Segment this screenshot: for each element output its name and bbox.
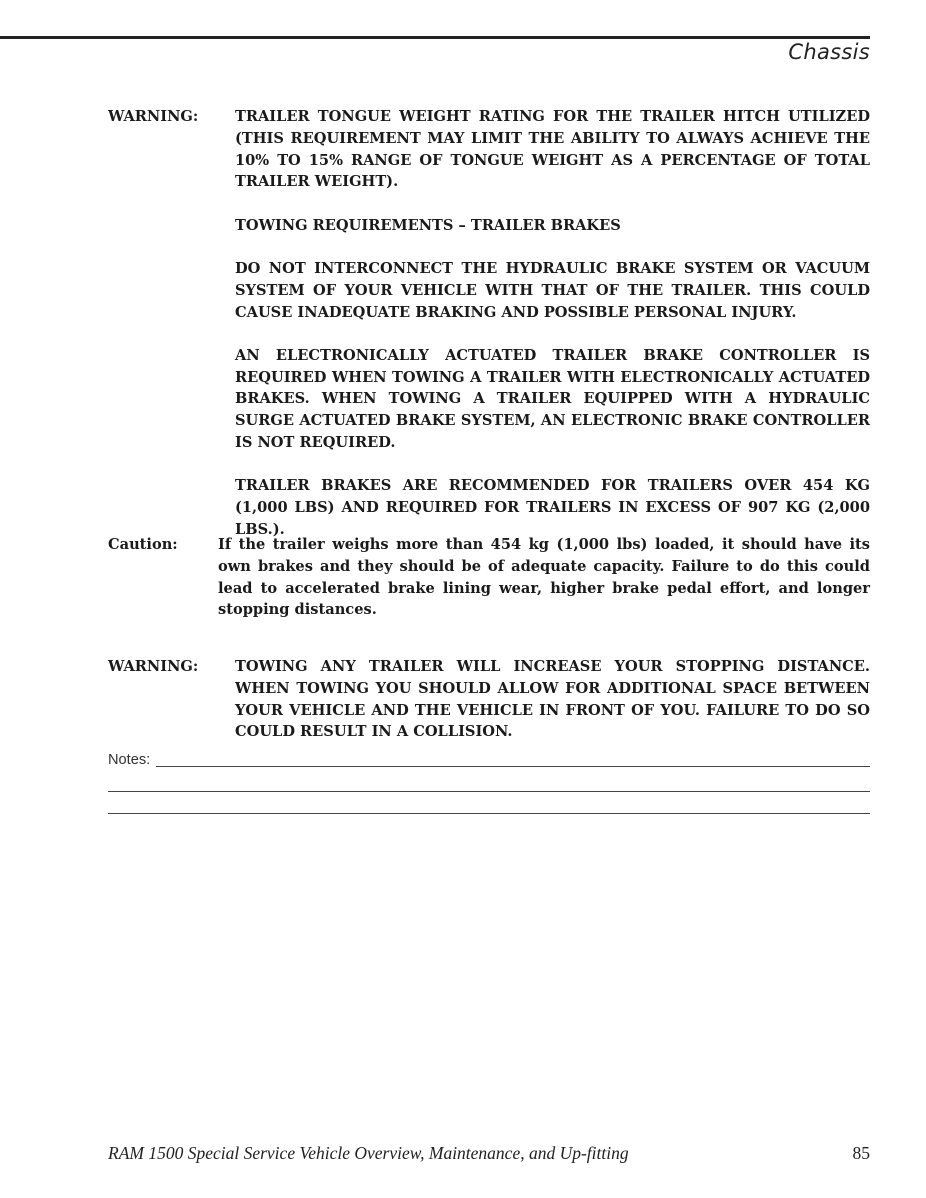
warning-subheading-trailer-brakes: TOWING REQUIREMENTS – TRAILER BRAKES: [235, 216, 621, 234]
warning-paragraph-stopping-distance: TOWING ANY TRAILER WILL INCREASE YOUR STOPPING DISTANCE. WHEN TOWING YOU SHOULD ALLOW FOR ADDITIONAL SPACE BETWEEN YOUR VEHICLE AND THE VEHICLE IN FRONT OF YOU. FAILURE TO DO SO COULD RESULT IN A COLLISION.: [235, 658, 870, 741]
warning-paragraph-brake-controller: AN ELECTRONICALLY ACTUATED TRAILER BRAKE CONTROLLER IS REQUIRED WHEN TOWING A TRAILER WITH ELECTRONICALLY ACTUATED BRAKES. WHEN TOWING A TRAILER EQUIPPED WITH A HYDRAULIC SURGE ACTUATED BRAKE SYSTEM, AN ELECTRONIC BRAKE CONTROLLER IS NOT REQUIRED.: [235, 346, 870, 452]
caution-body: [218, 534, 870, 621]
warning-block-stopping-distance: [108, 656, 870, 743]
warning-body: [235, 656, 870, 743]
notes-label: Notes:: [108, 752, 151, 768]
caution-block: [108, 534, 870, 621]
warning-paragraph-trailer-brakes-recommended: TRAILER BRAKES ARE RECOMMENDED FOR TRAILERS OVER 454 KG (1,000 LBS) AND REQUIRED FOR TRAILERS IN EXCESS OF 907 KG (2,000 LBS.).: [235, 477, 870, 538]
notes-line[interactable]: [156, 750, 870, 767]
caution-text: If the trailer weighs more than 454 kg (1,000 lbs) loaded, it should have its own brakes and they should be of adequate capacity. Failure to do this could lead to accelerated brake lining wear, higher brake pedal effort, and longer stopping distances.: [218, 536, 870, 619]
warning-label: WARNING:: [108, 108, 199, 125]
section-title: Chassis: [788, 40, 870, 64]
warning-paragraph-tongue-weight: TRAILER TONGUE WEIGHT RATING FOR THE TRAILER HITCH UTILIZED (THIS REQUIREMENT MAY LIMIT THE ABILITY TO ALWAYS ACHIEVE THE 10% TO 15% RANGE OF TONGUE WEIGHT AS A PERCENTAGE OF TOTAL TRAILER WEIGHT).: [235, 108, 870, 191]
notes-section: [108, 748, 870, 814]
notes-line[interactable]: [108, 792, 870, 814]
warning-block-tongue-weight: [108, 106, 870, 541]
notes-line[interactable]: [108, 770, 870, 792]
warning-label: WARNING:: [108, 658, 199, 675]
warning-body: [235, 106, 870, 541]
notes-first-row: [108, 748, 870, 770]
warning-paragraph-interconnect: DO NOT INTERCONNECT THE HYDRAULIC BRAKE SYSTEM OR VACUUM SYSTEM OF YOUR VEHICLE WITH THAT OF THE TRAILER. THIS COULD CAUSE INADEQUATE BRAKING AND POSSIBLE PERSONAL INJURY.: [235, 259, 870, 321]
header-rule: [0, 36, 870, 39]
caution-label: Caution:: [108, 536, 178, 553]
footer-document-title: RAM 1500 Special Service Vehicle Overview, Maintenance, and Up-fitting: [108, 1143, 629, 1163]
page-number: 85: [852, 1143, 870, 1163]
